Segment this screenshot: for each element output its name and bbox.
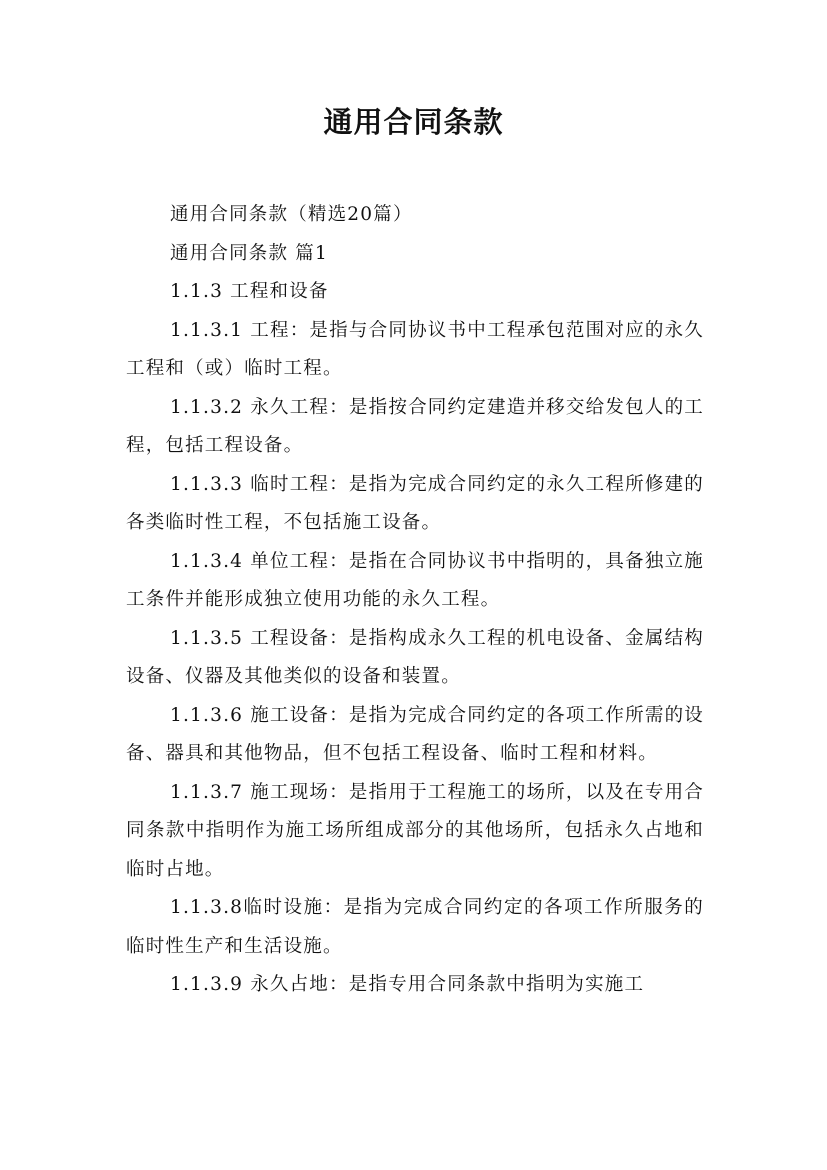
paragraph-clause-1-1-3-8: 1.1.3.8临时设施：是指为完成合同约定的各项工作所服务的临时性生产和生活设施。 <box>126 897 704 957</box>
paragraph-clause-1-1-3-5: 1.1.3.5 工程设备：是指构成永久工程的机电设备、金属结构设备、仪器及其他类似的设备和装置。 <box>126 627 704 687</box>
paragraph-clause-1-1-3-2: 1.1.3.2 永久工程：是指按合同约定建造并移交给发包人的工程，包括工程设备。 <box>126 396 704 456</box>
paragraph-heading: 通用合同条款（精选20篇） <box>170 204 413 225</box>
paragraph-clause-1-1-3-1: 1.1.3.1 工程：是指与合同协议书中工程承包范围对应的永久工程和（或）临时工程。 <box>126 319 704 379</box>
document-body <box>126 196 704 1005</box>
paragraph-clause-1-1-3-4: 1.1.3.4 单位工程：是指在合同协议书中指明的，具备独立施工条件并能形成独立使用功能的永久工程。 <box>126 550 704 610</box>
paragraph-clause-1-1-3-7: 1.1.3.7 施工现场：是指用于工程施工的场所，以及在专用合同条款中指明作为施工场所组成部分的其他场所，包括永久占地和临时占地。 <box>126 781 704 880</box>
document-title: 通用合同条款 <box>323 105 504 139</box>
paragraph-clause-1-1-3-6: 1.1.3.6 施工设备：是指为完成合同约定的各项工作所需的设备、器具和其他物品，但不包括工程设备、临时工程和材料。 <box>126 704 704 764</box>
paragraph-section: 通用合同条款 篇1 <box>170 242 328 264</box>
paragraph-clause-1-1-3-3: 1.1.3.3 临时工程：是指为完成合同约定的永久工程所修建的各类临时性工程，不包括施工设备。 <box>126 473 704 533</box>
paragraph-clause-1-1-3: 1.1.3 工程和设备 <box>170 281 329 302</box>
paragraph-clause-1-1-3-9: 1.1.3.9 永久占地：是指专用合同条款中指明为实施工 <box>170 974 645 995</box>
